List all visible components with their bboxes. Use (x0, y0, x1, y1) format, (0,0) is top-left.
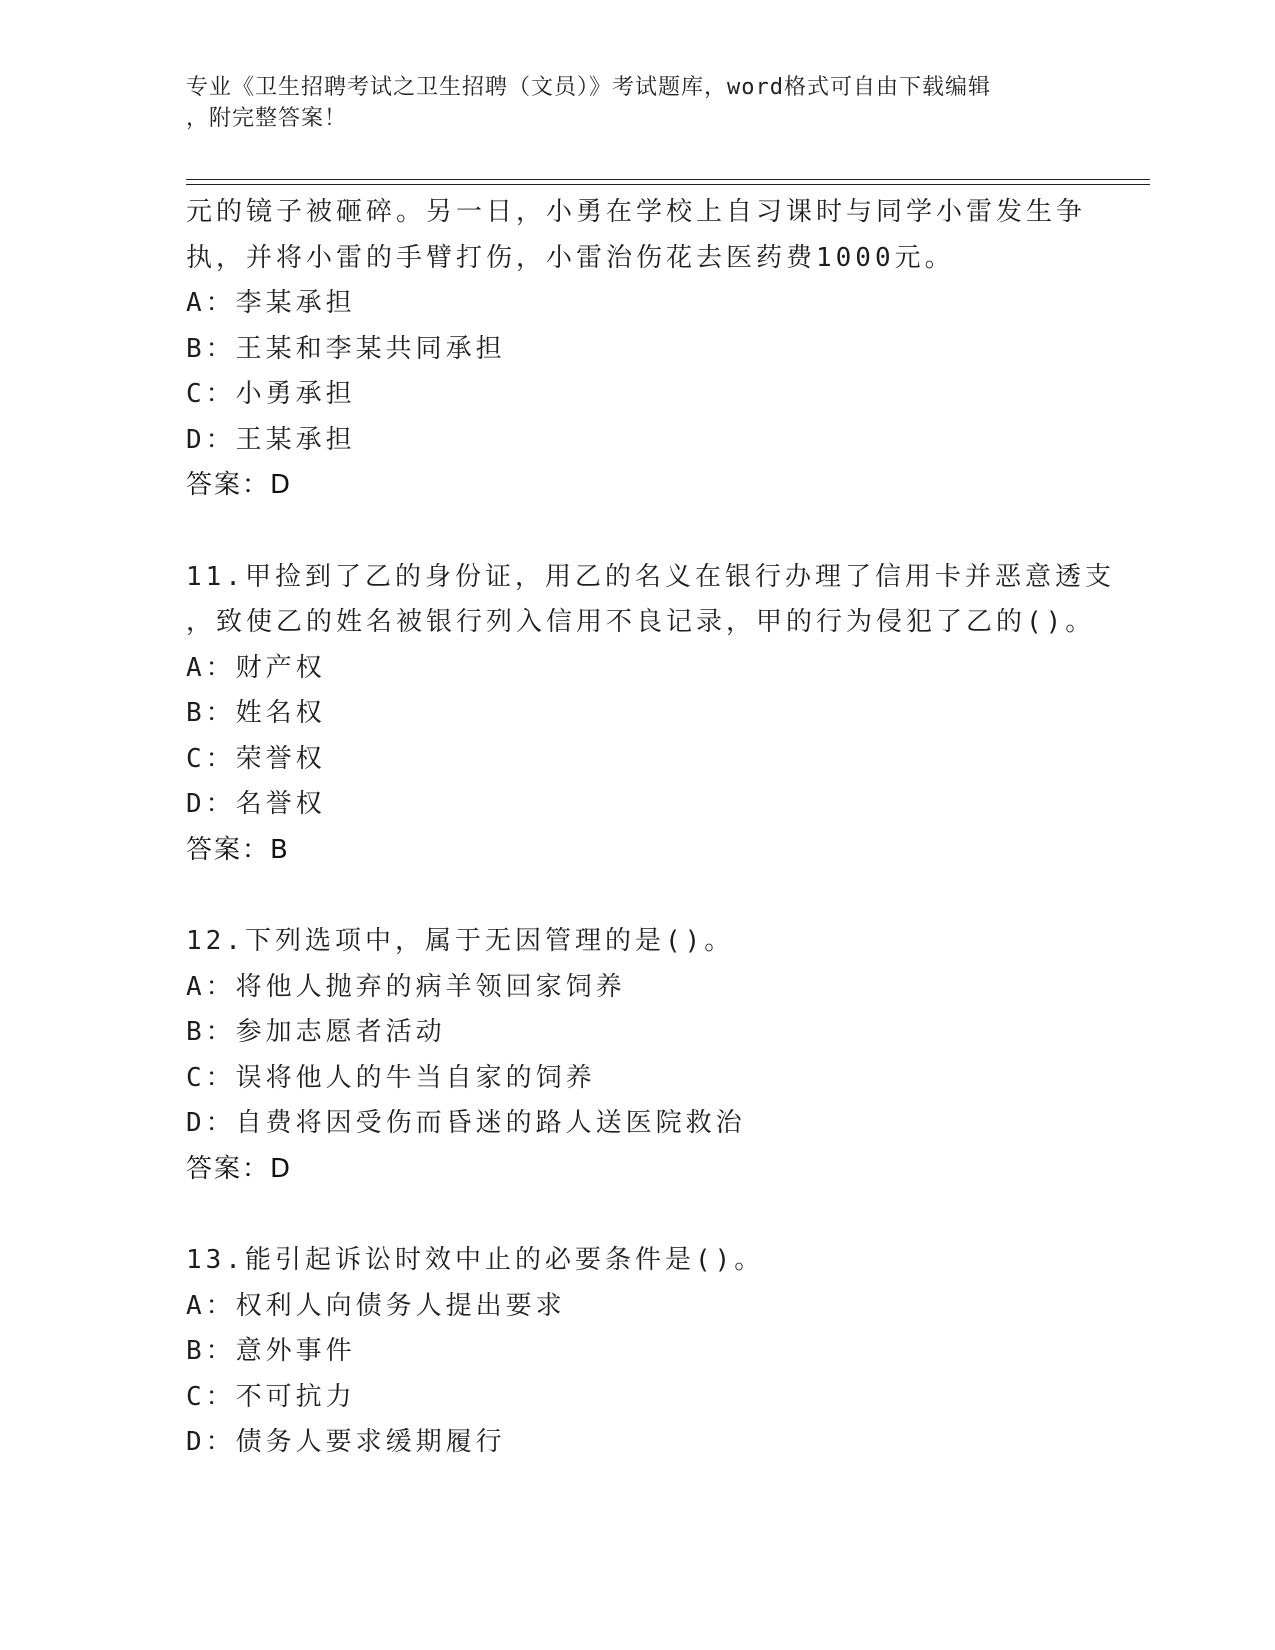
option-b: B：参加志愿者活动 (186, 1017, 446, 1047)
question-text-line: 12.下列选项中，属于无因管理的是()。 (186, 926, 735, 956)
answer-line: 答案：D (186, 470, 293, 500)
question-text-line: ，致使乙的姓名被银行列入信用不良记录，甲的行为侵犯了乙的()。 (186, 607, 1096, 637)
header-line-1: 专业《卫生招聘考试之卫生招聘（文员）》考试题库，word格式可自由下载编辑 (186, 75, 991, 100)
question-text-line: 13.能引起诉讼时效中止的必要条件是()。 (186, 1245, 765, 1275)
question-continuation (186, 190, 1150, 509)
option-a: A：财产权 (186, 652, 326, 683)
option-d: D：王某承担 (186, 424, 356, 455)
option-d: D：债务人要求缓期履行 (186, 1427, 506, 1457)
question-12 (186, 919, 1150, 1192)
document-header (186, 72, 1086, 134)
question-11 (186, 555, 1150, 874)
spacer (186, 1192, 1150, 1238)
option-b: B：意外事件 (186, 1336, 356, 1366)
option-c: C：误将他人的牛当自家的饲养 (186, 1062, 596, 1093)
question-text-line: 执，并将小雷的手臂打伤，小雷治伤花去医药费1000元。 (186, 242, 955, 273)
option-b: B：姓名权 (186, 698, 326, 728)
spacer (186, 873, 1150, 919)
option-c: C：不可抗力 (186, 1381, 356, 1412)
header-rule-top (186, 179, 1150, 180)
option-c: C：小勇承担 (186, 379, 356, 409)
header-rule-bottom (186, 184, 1150, 185)
answer-line: 答案：B (186, 834, 290, 865)
question-text-line: 元的镜子被砸碎。另一日，小勇在学校上自习课时与同学小雷发生争 (186, 197, 1087, 227)
spacer (186, 509, 1150, 555)
option-c: C：荣誉权 (186, 743, 326, 774)
header-line-2: ，附完整答案！ (186, 106, 348, 131)
option-a: A：将他人抛弃的病羊领回家饲养 (186, 971, 626, 1002)
question-text-line: 11.甲捡到了乙的身份证，用乙的名义在银行办理了信用卡并恶意透支 (186, 561, 1115, 592)
option-d: D：自费将因受伤而昏迷的路人送医院救治 (186, 1108, 746, 1138)
option-b: B：王某和李某共同承担 (186, 333, 506, 364)
answer-line: 答案：D (186, 1153, 293, 1184)
document-body (186, 190, 1150, 1466)
question-13 (186, 1238, 1150, 1466)
option-a: A：李某承担 (186, 288, 356, 318)
option-d: D：名誉权 (186, 789, 326, 819)
option-a: A：权利人向债务人提出要求 (186, 1290, 566, 1321)
